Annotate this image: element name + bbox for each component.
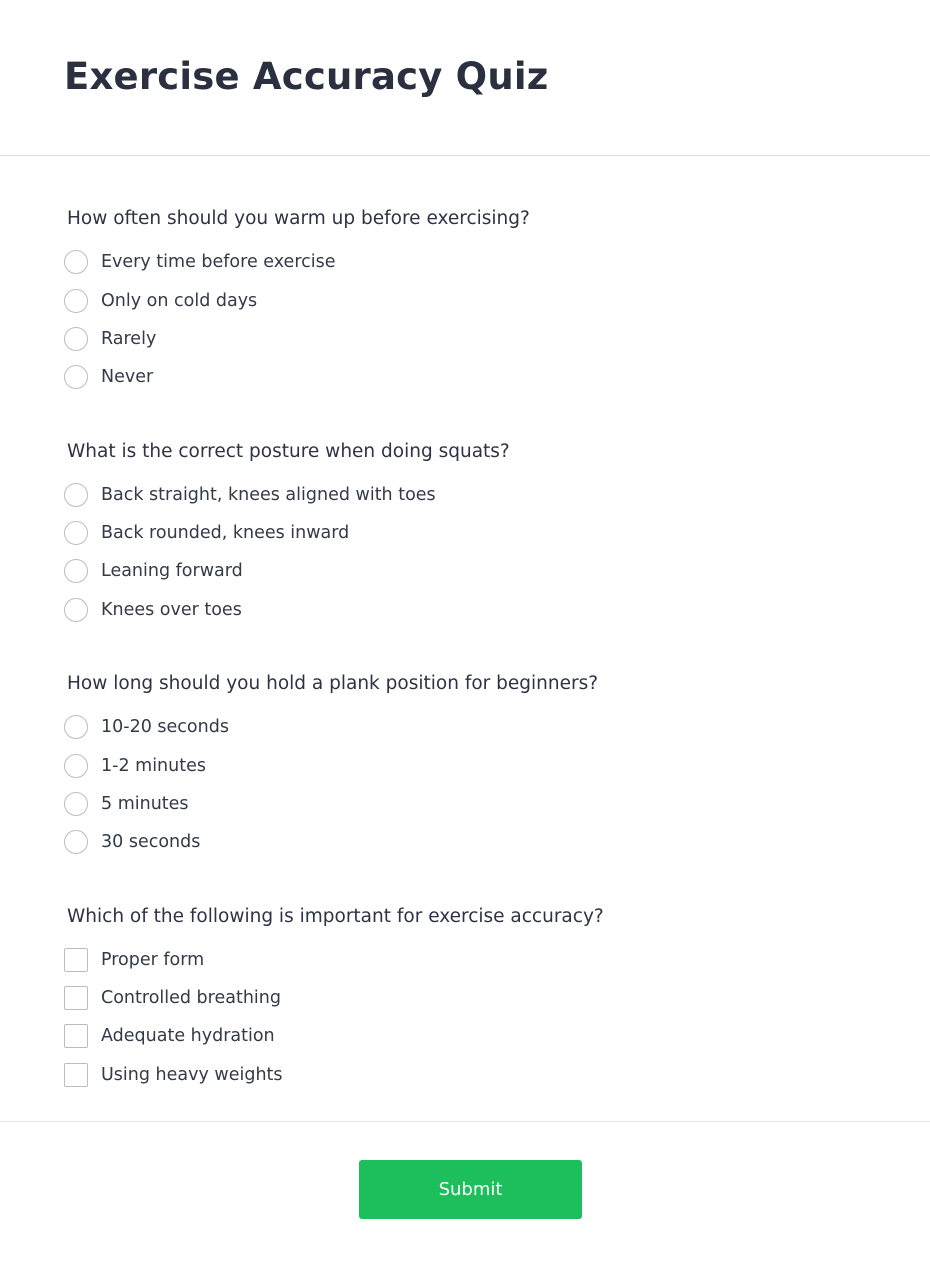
option-label: Never	[101, 367, 154, 387]
checkbox[interactable]	[64, 1063, 88, 1087]
radio-option[interactable]	[64, 365, 664, 391]
radio-button[interactable]	[64, 792, 88, 816]
radio-option[interactable]	[64, 250, 664, 276]
checkbox-option[interactable]	[64, 986, 664, 1012]
checkbox-option[interactable]	[64, 1024, 664, 1050]
option-label: Knees over toes	[101, 600, 242, 620]
radio-option[interactable]	[64, 715, 664, 741]
radio-option[interactable]	[64, 289, 664, 315]
option-label: Controlled breathing	[101, 988, 281, 1008]
radio-option[interactable]	[64, 792, 664, 818]
radio-option[interactable]	[64, 521, 664, 547]
option-label: 10-20 seconds	[101, 717, 229, 737]
page-title: Exercise Accuracy Quiz	[64, 55, 549, 98]
radio-button[interactable]	[64, 365, 88, 389]
checkbox[interactable]	[64, 1024, 88, 1048]
option-label: 30 seconds	[101, 832, 201, 852]
radio-button[interactable]	[64, 754, 88, 778]
radio-button[interactable]	[64, 830, 88, 854]
radio-option[interactable]	[64, 598, 664, 624]
option-label: Leaning forward	[101, 561, 243, 581]
question-text: Which of the following is important for exercise accuracy?	[67, 906, 604, 927]
option-label: Back rounded, knees inward	[101, 523, 350, 543]
radio-option[interactable]	[64, 754, 664, 780]
radio-button[interactable]	[64, 598, 88, 622]
question-text: How often should you warm up before exercising?	[67, 208, 530, 229]
checkbox-option[interactable]	[64, 948, 664, 974]
radio-button[interactable]	[64, 327, 88, 351]
option-label: Rarely	[101, 329, 157, 349]
question-text: How long should you hold a plank position for beginners?	[67, 673, 599, 694]
radio-option[interactable]	[64, 483, 664, 509]
checkbox[interactable]	[64, 948, 88, 972]
radio-button[interactable]	[64, 559, 88, 583]
radio-option[interactable]	[64, 830, 664, 856]
option-label: Every time before exercise	[101, 252, 336, 272]
option-label: Adequate hydration	[101, 1026, 275, 1046]
option-label: Back straight, knees aligned with toes	[101, 485, 436, 505]
option-label: Using heavy weights	[101, 1065, 283, 1085]
checkbox-option[interactable]	[64, 1063, 664, 1089]
radio-button[interactable]	[64, 289, 88, 313]
radio-button[interactable]	[64, 483, 88, 507]
radio-button[interactable]	[64, 250, 88, 274]
option-label: 1-2 minutes	[101, 756, 206, 776]
option-label: Only on cold days	[101, 291, 258, 311]
page-header	[0, 0, 930, 156]
question-text: What is the correct posture when doing squats?	[67, 441, 510, 462]
checkbox[interactable]	[64, 986, 88, 1010]
radio-button[interactable]	[64, 521, 88, 545]
form-footer	[0, 1121, 930, 1269]
radio-option[interactable]	[64, 559, 664, 585]
radio-option[interactable]	[64, 327, 664, 353]
option-label: Proper form	[101, 950, 205, 970]
submit-button[interactable]: Submit	[359, 1160, 582, 1219]
option-label: 5 minutes	[101, 794, 189, 814]
radio-button[interactable]	[64, 715, 88, 739]
